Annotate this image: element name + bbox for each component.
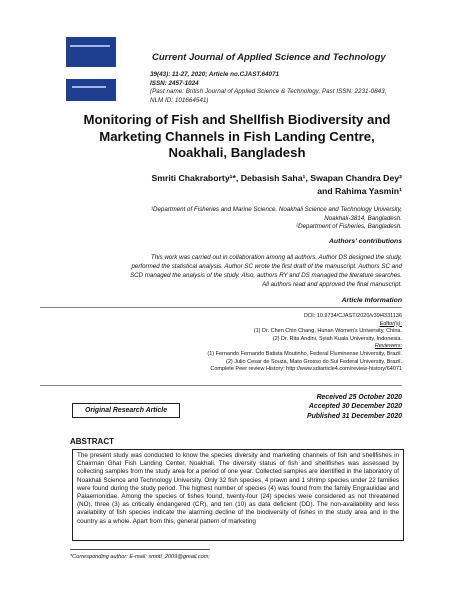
accepted-date: Accepted 30 December 2020 (308, 403, 402, 411)
journal-cover-thumbnail (66, 37, 116, 67)
title-line: Monitoring of Fish and Shellfish Biodiversity and (83, 112, 391, 127)
publisher-logo (66, 79, 116, 101)
article-info-heading: Article Information (341, 297, 402, 304)
authors-line: and Rahima Yasmin¹ (317, 185, 402, 196)
issn: ISSN: 2457-1024 (150, 79, 199, 87)
peer-review-link[interactable]: Complete Peer review History: http://www.sdiarticle4.com/review-history/64071 (210, 366, 402, 373)
affiliation-line: ¹Department of Fisheries and Marine Science, Noakhali Science and Technology University, (150, 206, 402, 213)
reviewer-1: (1) Fernando Fernando Batista Moutinho, Federal Fluminense University, Brazil. (207, 350, 402, 357)
corresponding-author-footnote: *Corresponding author: E-mail: smriti_2009@gmail.com; (70, 554, 210, 560)
divider (40, 385, 402, 386)
affiliation-line: ²Department of Fisheries, Bangladesh. (296, 223, 402, 231)
citation: 39(43): 11-27, 2020; Article no.CJAST.64071 (150, 71, 280, 78)
published-date: Published 31 December 2020 (307, 412, 402, 420)
authors-line: Smriti Chakraborty¹*, Debasish Saha¹, Swapan Chandra Dey² (151, 173, 402, 183)
divider (40, 307, 402, 308)
contributions-heading: Authors' contributions (329, 238, 402, 245)
affiliation-line: Noakhali-3814, Bangladesh. (324, 214, 402, 222)
contributions-text (40, 254, 402, 290)
paper-title (30, 112, 444, 162)
title-line: Noakhali, Bangladesh (168, 145, 306, 161)
editor-1: (1) Dr. Chen Chin Chang, Hunan Women's University, China. (253, 328, 402, 335)
footnote-divider (70, 549, 210, 550)
abstract-box (72, 449, 404, 541)
contrib-line: This work was carried out in collaboration among all authors. Author DS designed the study, (150, 254, 402, 261)
author-list (140, 172, 402, 197)
article-info (150, 313, 402, 374)
past-name: (Past name: British Journal of Applied Science & Technology, Past ISSN: 2231-0843, (150, 88, 387, 96)
journal-meta (150, 71, 386, 105)
contrib-line: performed the statistical analysis. Author SC wrote the first draft of the manuscript. Authors SC and (131, 262, 402, 270)
contrib-line: All authors read and approved the final manuscript. (262, 280, 402, 288)
article-type-badge: Original Research Article (72, 403, 180, 418)
abstract-heading: ABSTRACT (70, 437, 114, 446)
editor-label: Editor(s): (379, 320, 402, 327)
contrib-line: SCD managed the analysis of the study. Also, authors RY and DS managed the literature searches. (129, 271, 402, 279)
journal-name: Current Journal of Applied Science and Technology (152, 52, 386, 63)
nlm-id: NLM ID: 101664541) (150, 96, 209, 104)
abstract-text: The present study was conducted to know the species diversity and marketing channels of fish and shellfishes in Chairman Ghat Fish Landing Center, Noakhali. The diversity status of fish and shellfishes was assessed by collecting samples from the study area for a period of one year. Collected samples are identified in the laboratory of Noakhali Science and Technology University. Only 32 fish species, 4 prawn and 1 shrimp species under 22 families were found during the study period. The highest number of species (4) was found from the family Engraulidae and Palaemonidae. Among the species of fishes found, twenty-four (24) species were considered as not threatened (NO), three (3) as critically endangered (CR), and ten (10) as data deficient (DD). The non-availability and less availability of fish species indicate the alarming decline of the biodiversity of fishes in the study area and in the country as a whole. Apart from this, general pattern of marketing (77, 452, 399, 525)
reviewer-2: (2) Julio Cesar de Souza, Mato Grosso do Sul Federal University, Brazil. (226, 358, 402, 365)
reviewers-label: Reviewers: (374, 343, 402, 350)
affiliations (90, 206, 402, 232)
doi[interactable]: DOI: 10.9734/CJAST/2020/v39i4331136 (303, 313, 402, 319)
title-line: Marketing Channels in Fish Landing Centre, (99, 128, 375, 144)
received-date: Received 25 October 2020 (316, 394, 402, 401)
editor-2: (2) Dr. Rita Andini, Syiah Kuala University, Indonesia. (272, 335, 402, 342)
publication-dates (307, 393, 402, 421)
